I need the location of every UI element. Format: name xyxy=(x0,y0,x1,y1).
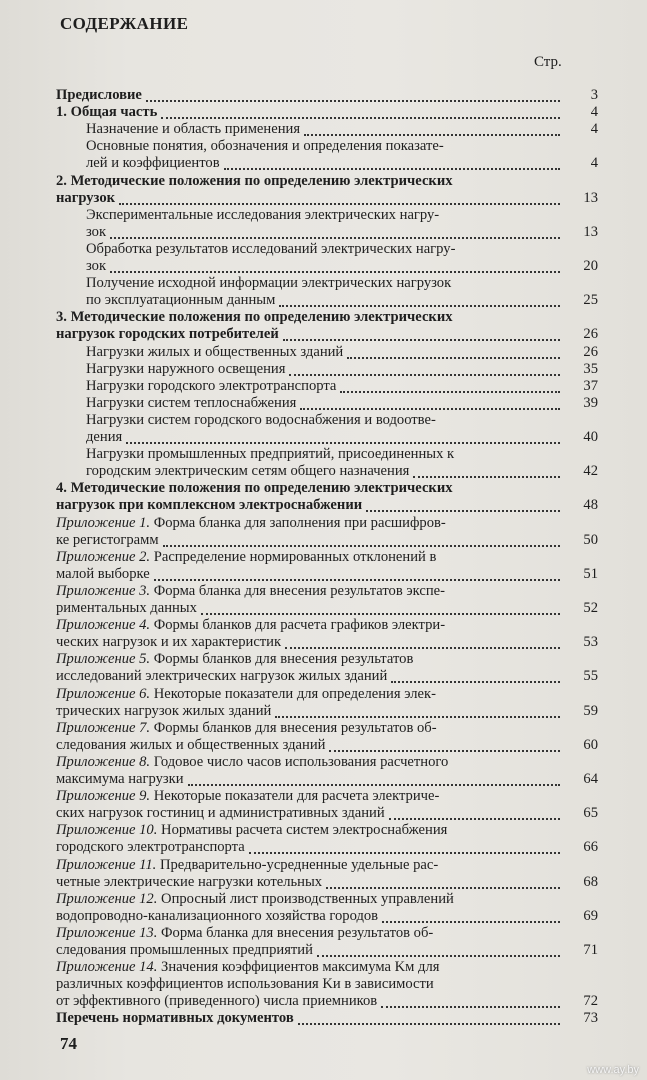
toc-entry-line: зок xyxy=(86,223,107,240)
toc-entry-line: Приложение 9. Некоторые показатели для расчета электриче- xyxy=(56,788,440,805)
toc-entry-line: 1. Общая часть xyxy=(56,104,158,121)
toc-page-number: 20 xyxy=(583,258,598,274)
toc-page-number: 37 xyxy=(583,377,598,394)
dot-leader xyxy=(163,545,560,547)
appendix-label: Приложение 13. xyxy=(56,924,158,941)
toc-entry-line: Обработка результатов исследований электрических нагру- xyxy=(86,240,456,257)
toc-entry-line: Назначение и область применения xyxy=(86,121,301,138)
dot-leader xyxy=(340,391,560,393)
toc-page-number: 68 xyxy=(583,873,598,890)
toc-entry-line: городского электротранспорта xyxy=(56,839,245,856)
dot-leader xyxy=(366,510,560,512)
appendix-label: Приложение 10. xyxy=(56,822,158,839)
dot-leader xyxy=(413,476,560,478)
toc-entry-line: Нагрузки наружного освещения xyxy=(86,360,286,377)
toc-entry-line: Приложение 4. Формы бланков для расчета графиков электри- xyxy=(56,617,446,634)
dot-leader xyxy=(279,305,560,307)
toc-entry-line: Приложение 1. Форма бланка для заполнения при расшифров- xyxy=(56,514,446,531)
dot-leader xyxy=(326,887,560,889)
toc-entry-line: ческих нагрузок и их характеристик xyxy=(56,634,282,651)
dot-leader xyxy=(161,117,560,119)
toc-page-number: 13 xyxy=(583,189,598,206)
toc-entry-line: следования жилых и общественных зданий xyxy=(56,736,326,753)
toc-entry-line: зок xyxy=(86,258,107,274)
toc-entry-line: Нагрузки промышленных предприятий, присоединенных к xyxy=(86,446,455,463)
toc-page-number: 40 xyxy=(583,429,598,445)
toc-entry-line: Приложение 2. Распределение нормированных отклонений в xyxy=(56,548,437,565)
toc-page-number: 52 xyxy=(583,600,598,616)
dot-leader xyxy=(347,357,560,359)
toc-entry-line: 4. Методические положения по определению электрических xyxy=(56,480,453,497)
toc-page-number: 69 xyxy=(583,907,598,924)
toc-page-number: 71 xyxy=(583,942,598,958)
watermark: www.ay.by xyxy=(587,1064,639,1076)
toc-page-number: 51 xyxy=(583,565,598,582)
toc-entry-line: Нагрузки систем теплоснабжения xyxy=(86,394,297,411)
toc-entry-line: следования промышленных предприятий xyxy=(56,942,313,958)
toc-entry-line: Получение исходной информации электрических нагрузок xyxy=(86,275,452,292)
toc-entry-line: нагрузок при комплексном электроснабжении xyxy=(56,497,363,514)
dot-leader xyxy=(126,442,560,444)
toc-entry-line: Приложение 14. Значения коэффициентов максимума Kм для xyxy=(56,959,440,976)
dot-leader xyxy=(317,955,560,957)
dot-leader xyxy=(381,1006,560,1008)
appendix-label: Приложение 5. xyxy=(56,651,151,668)
toc-entry-line: ских нагрузок гостиниц и административных зданий xyxy=(56,805,385,822)
toc-entry-line: четные электрические нагрузки котельных xyxy=(56,873,323,890)
toc-entry-line: Основные понятия, обозначения и определения показате- xyxy=(86,138,444,155)
dot-leader xyxy=(382,921,560,923)
toc-entry-line: ке регистограмм xyxy=(56,531,159,548)
toc-entry-line: исследований электрических нагрузок жилых зданий xyxy=(56,668,388,685)
dot-leader xyxy=(298,1023,560,1025)
toc-entry-line: Нагрузки жилых и общественных зданий xyxy=(86,343,344,360)
toc-page-number: 3 xyxy=(590,87,598,103)
toc-entry-line: малой выборке xyxy=(56,565,150,582)
dot-leader xyxy=(110,237,560,239)
toc-entry-line: Приложение 13. Форма бланка для внесения результатов об- xyxy=(56,924,434,941)
toc-entry-line: Приложение 11. Предварительно-усредненные удельные рас- xyxy=(56,856,439,873)
dot-leader xyxy=(289,374,560,376)
appendix-label: Приложение 8. xyxy=(56,753,151,770)
toc-page-number: 53 xyxy=(583,634,598,651)
toc-page-number: 26 xyxy=(583,326,598,343)
dot-leader xyxy=(188,784,560,786)
dot-leader xyxy=(119,203,560,205)
toc-entry-line: городским электрическим сетям общего назначения xyxy=(86,463,410,480)
toc-entry-line: 2. Методические положения по определению электрических xyxy=(56,172,453,189)
contents-heading: СОДЕРЖАНИЕ xyxy=(60,14,189,33)
toc-entry-line: Перечень нормативных документов xyxy=(56,1010,294,1027)
toc-page-number: 50 xyxy=(583,531,598,548)
toc-page-number: 13 xyxy=(583,223,598,240)
toc-entry-line: Приложение 3. Форма бланка для внесения результатов экспе- xyxy=(56,582,445,599)
appendix-label: Приложение 6. xyxy=(56,685,151,702)
dot-leader xyxy=(224,168,560,170)
dot-leader xyxy=(154,579,560,581)
toc-page-number: 4 xyxy=(590,155,598,172)
toc-page-number: 66 xyxy=(583,839,598,856)
appendix-label: Приложение 9. xyxy=(56,788,151,805)
toc-entry-line: 3. Методические положения по определению электрических xyxy=(56,309,453,326)
appendix-label: Приложение 2. xyxy=(56,548,151,565)
dot-leader xyxy=(283,339,560,341)
toc-page-number: 60 xyxy=(583,736,598,753)
appendix-label: Приложение 12. xyxy=(56,890,158,907)
dot-leader xyxy=(275,716,560,718)
toc-entry-line: максимума нагрузки xyxy=(56,771,184,787)
dot-leader xyxy=(329,750,560,752)
toc-entry-line: Приложение 8. Годовое число часов использования расчетного xyxy=(56,753,449,770)
toc-page-number: 39 xyxy=(583,394,598,411)
appendix-label: Приложение 7. xyxy=(56,719,151,736)
dot-leader xyxy=(389,818,560,820)
dot-leader xyxy=(285,647,560,649)
dot-leader xyxy=(300,408,560,410)
toc-entry-line: Предисловие xyxy=(56,87,142,103)
dot-leader xyxy=(391,681,560,683)
dot-leader xyxy=(110,271,560,273)
page-column-label: Стр. xyxy=(534,54,562,70)
toc-entry-line: нагрузок xyxy=(56,189,116,206)
appendix-label: Приложение 1. xyxy=(56,514,151,531)
dot-leader xyxy=(146,100,560,102)
toc-entry-line: водопроводно-канализационного хозяйства городов xyxy=(56,907,379,924)
toc-page-number: 59 xyxy=(583,702,598,719)
appendix-label: Приложение 14. xyxy=(56,959,158,976)
toc-page-number: 4 xyxy=(590,121,598,138)
dot-leader xyxy=(249,852,560,854)
toc-entry-line: трических нагрузок жилых зданий xyxy=(56,702,272,719)
toc-page-number: 4 xyxy=(590,104,598,121)
toc-entry-line: Нагрузки систем городского водоснабжения и водоотве- xyxy=(86,411,436,428)
toc-entry-line: нагрузок городских потребителей xyxy=(56,326,279,343)
toc-page-number: 35 xyxy=(583,360,598,377)
toc-entry-line: дения xyxy=(86,429,123,445)
appendix-label: Приложение 11. xyxy=(56,856,157,873)
toc-entry-line: от эффективного (приведенного) числа приемников xyxy=(56,993,378,1010)
toc-entry-line: риментальных данных xyxy=(56,600,197,616)
toc-entry-line: лей и коэффициентов xyxy=(86,155,220,172)
toc-entry-line: Приложение 7. Формы бланков для внесения результатов об- xyxy=(56,719,437,736)
toc-page-number: 72 xyxy=(583,993,598,1010)
toc-entry-line: Приложение 12. Опросный лист производственных управлений xyxy=(56,890,454,907)
toc-entry-line: различных коэффициентов использования Kи в зависимости xyxy=(56,976,434,993)
appendix-label: Приложение 4. xyxy=(56,617,151,634)
toc-page-number: 26 xyxy=(583,343,598,360)
toc-page-number: 65 xyxy=(583,805,598,822)
toc-page-number: 42 xyxy=(583,463,598,480)
toc-page-number: 73 xyxy=(583,1010,598,1027)
toc-entry-line: Приложение 6. Некоторые показатели для определения элек- xyxy=(56,685,436,702)
toc-entry-line: Приложение 10. Нормативы расчета систем электроснабжения xyxy=(56,822,448,839)
toc-entry-line: Экспериментальные исследования электрических нагру- xyxy=(86,206,440,223)
toc-page-number: 48 xyxy=(583,497,598,514)
dot-leader xyxy=(304,134,560,136)
toc-entry-line: Нагрузки городского электротранспорта xyxy=(86,377,337,394)
appendix-label: Приложение 3. xyxy=(56,582,151,599)
toc-entry-line: Приложение 5. Формы бланков для внесения результатов xyxy=(56,651,414,668)
toc-page-number: 25 xyxy=(583,292,598,309)
toc-page-number: 55 xyxy=(583,668,598,685)
page-number: 74 xyxy=(60,1034,77,1053)
toc-entry-line: по эксплуатационным данным xyxy=(86,292,276,309)
dot-leader xyxy=(201,613,560,615)
toc-page-number: 64 xyxy=(583,771,598,787)
